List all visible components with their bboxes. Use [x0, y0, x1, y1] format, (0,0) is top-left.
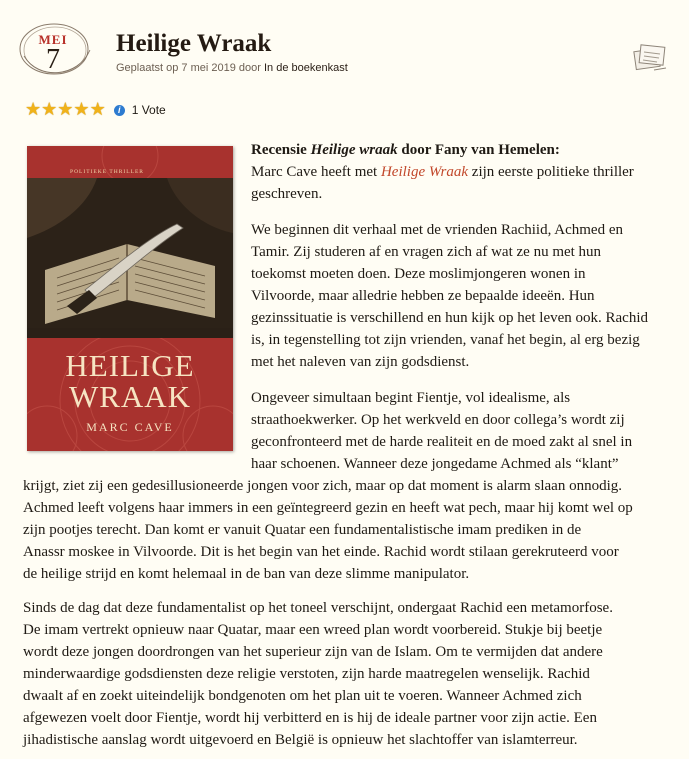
star-rating[interactable]	[25, 101, 106, 119]
paragraph-1	[251, 219, 671, 373]
post-category-link[interactable]: In de boekenkast	[264, 62, 348, 74]
star-icon[interactable]: ★	[41, 99, 58, 120]
post-title: Heilige Wraak	[116, 30, 272, 57]
book-link[interactable]: Heilige Wraak	[380, 164, 469, 180]
paragraph-line: Ongeveer simultaan begint Fientje, vol idealisme, als	[251, 390, 571, 406]
paragraph-line: We beginnen dit verhaal met de vrienden Rachiid, Achmed en	[251, 222, 623, 238]
cover-series: POLITIEKE THRILLER	[70, 169, 144, 175]
paragraph-line: dwaalt af en zoekt uiteindelijk bondgenoten om het plan uit te voeren. Wanneer Achmed zich	[23, 688, 582, 704]
cover-title-line2: WRAAK	[68, 379, 192, 414]
date-day: 7	[46, 44, 60, 75]
paragraph-line: jihadistische aanslag wordt uitgevoerd en België is opnieuw het slachtoffer van islamterreur.	[23, 732, 578, 748]
star-icon[interactable]: ★	[25, 99, 42, 120]
review-heading-suffix: door Fany van Hemelen:	[401, 142, 560, 158]
review-heading-prefix: Recensie	[251, 142, 307, 158]
paragraph-line: Vilvoorde, maar alledrie hebben ze bepaalde ideeën. Hun	[251, 288, 595, 304]
paragraph-2-full	[23, 475, 683, 585]
paragraph-line: De imam vertrekt opnieuw naar Quatar, maar een wreed plan wordt voorbereid. Stukje bij beetje	[23, 622, 603, 638]
paragraph-line: geconfronteerd met de harde realiteit en de moed zakt al snel in	[251, 434, 633, 450]
star-icon[interactable]: ★	[57, 99, 74, 120]
paragraph-line: wordt deze jongen doordrongen van het superieur zijn van de Islam. Om te vermijden dat andere	[23, 644, 603, 660]
intro-paragraph	[251, 161, 671, 205]
paragraph-line: toekomst moeten doen. Deze moslimjongeren wonen in	[251, 266, 586, 282]
post-meta	[116, 62, 348, 74]
book-cover-image	[27, 146, 233, 451]
date-month: MEI	[38, 32, 68, 47]
intro-suffix: zijn eerste politieke thriller	[471, 164, 634, 180]
star-icon[interactable]: ★	[73, 99, 90, 120]
review-heading-book: Heilige wraak	[310, 142, 398, 158]
cover-title-line1: HEILIGE	[65, 348, 195, 383]
paragraph-2-right	[251, 387, 671, 475]
cover-photo	[27, 178, 233, 338]
paragraph-line: gezinssituatie is verschillend en hun kijk op het leven ook. Rachid	[251, 310, 648, 326]
cover-title	[27, 350, 233, 412]
cover-author: MARC CAVE	[86, 420, 174, 434]
paragraph-line: haar schoenen. Wanneer deze jongedame Achmed als “klant”	[251, 456, 619, 472]
info-icon[interactable]: i	[114, 105, 125, 116]
paragraph-line: Achmed leeft volgens haar immers in een geïntegreerd gezin en heeft wat pech, maar hij komt wel op	[23, 500, 633, 516]
date-badge	[18, 20, 98, 80]
star-icon[interactable]: ★	[89, 99, 106, 120]
intro-line	[251, 161, 671, 183]
paragraph-line: krijgt, ziet zij een gedesillusioneerde jongen voor zich, maar op dat moment is alarm slaan onnodig.	[23, 478, 622, 494]
paragraph-line: met het naleven van zijn godsdienst.	[251, 354, 470, 370]
paragraph-line: afgewezen voelt door Fientje, wordt hij verbitterd en is hij de ideale partner voor zijn actie. Een	[23, 710, 597, 726]
paragraph-line: Anassr moskee in Vilvoorde. Dit is het begin van het einde. Rachid wordt stilaan gerekruteerd voor	[23, 544, 619, 560]
notes-icon[interactable]	[632, 40, 670, 76]
paragraph-line: straathoekwerker. Op het werkveld en door collega’s wordt zij	[251, 412, 625, 428]
paragraph-line: Tamir. Zij studeren af en vragen zich af wat ze nu met hun	[251, 244, 602, 260]
rating	[25, 101, 166, 119]
paragraph-line: de heilige strijd en komt helemaal in de ban van deze slimme manipulator.	[23, 566, 470, 582]
vote-count: 1 Vote	[131, 103, 166, 117]
paragraph-line: zijn pootjes terecht. Dan komt er vanuit Quatar een fundamentalistische imam prediken in de	[23, 522, 582, 538]
intro-line: geschreven.	[251, 186, 323, 202]
paragraph-line: is, in tegenstelling tot zijn vrienden, vanaf het begin, al erg bezig	[251, 332, 640, 348]
intro-prefix: Marc Cave heeft met	[251, 164, 378, 180]
paragraph-3	[23, 597, 683, 751]
paragraph-line: minderwaardige godsdiensten deze religie verstoten, zijn harde maatregelen wenselijk. Rachid	[23, 666, 590, 682]
review-heading	[251, 139, 560, 161]
post-date: Geplaatst op 7 mei 2019 door	[116, 62, 261, 74]
paragraph-line: Sinds de dag dat deze fundamentalist op het toneel verschijnt, ondergaat Rachid een metamorfose.	[23, 600, 613, 616]
